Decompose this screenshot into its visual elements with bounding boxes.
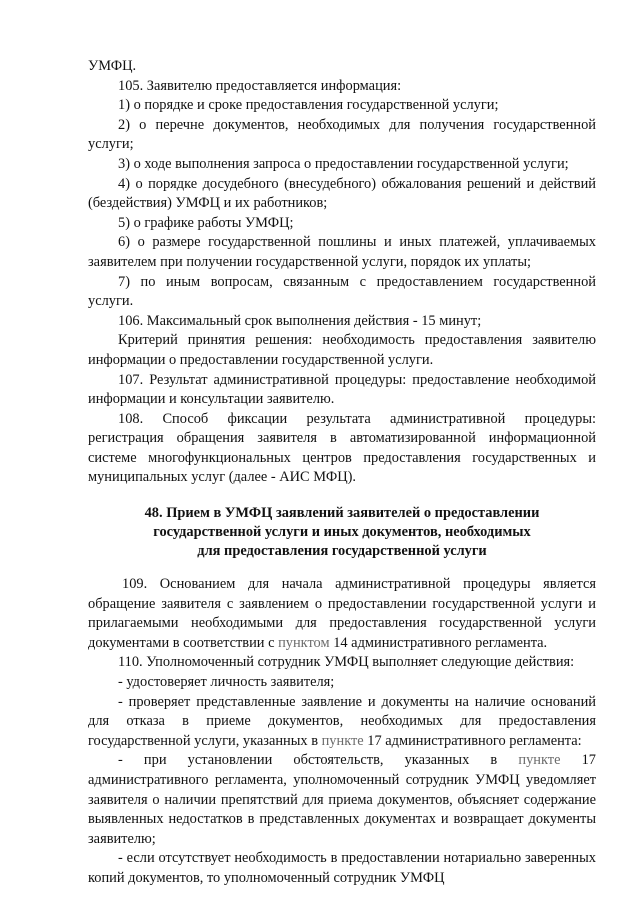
paragraph: 107. Результат административной процедуры: предоставление необходимой информации и консультации заявителю. <box>88 371 596 408</box>
list-item: 4) о порядке досудебного (внесудебного) обжалования решений и действий (бездействия) УМФЦ и их работников; <box>88 175 596 212</box>
list-item: - удостоверяет личность заявителя; <box>118 674 335 691</box>
list-item: 6) о размере государственной пошлины и иных платежей, уплачиваемых заявителем при получении государственной услуги, порядок их уплаты; <box>88 234 596 270</box>
list-item: - если отсутствует необходимость в предоставлении нотариально заверенных копий документов, то уполномоченный сотрудник УМФЦ <box>88 850 596 886</box>
list-item <box>88 693 596 752</box>
text-run: - проверяет представленные заявление и документы на наличие оснований для отказа в приеме документов, необходимых для предоставления государственной услуги, указанных в <box>88 693 596 749</box>
list-item: 1) о порядке и сроке предоставления государственной услуги; <box>118 97 499 114</box>
text-run: 109. Основанием для начала административной процедуры является обращение заявителя с заявлением о предоставлении государственной услуги и прилагаемыми необходимыми для предоставления государственной услуги документами в соответствии с <box>88 576 596 651</box>
text-run: - при установлении обстоятельств, указанных в <box>118 752 519 769</box>
document-page <box>88 57 596 889</box>
list-item: 7) по иным вопросам, связанным с предоставлением государственной услуги. <box>88 273 596 310</box>
heading-line: государственной услуги и иных документов, необходимых <box>153 524 531 541</box>
reference-link[interactable]: пункте <box>321 732 364 749</box>
list-item <box>88 751 596 849</box>
heading-line: для предоставления государственной услуги <box>197 543 487 560</box>
paragraph-109 <box>88 575 596 653</box>
text-run: 14 административного регламента. <box>329 634 548 651</box>
reference-link[interactable]: пунктом <box>278 634 330 651</box>
paragraph: Критерий принятия решения: необходимость предоставления заявителю информации о предоставлении государственной услуги. <box>88 332 596 368</box>
paragraph: 105. Заявителю предоставляется информация: <box>118 77 402 94</box>
list-item: 3) о ходе выполнения запроса о предоставлении государственной услуги; <box>118 155 569 172</box>
section-heading <box>88 504 596 561</box>
paragraph-110: 110. Уполномоченный сотрудник УМФЦ выполняет следующие действия: <box>118 654 575 671</box>
paragraph: УМФЦ. <box>88 58 137 74</box>
text-run: 17 административного регламента, уполномоченный сотрудник УМФЦ уведомляет заявителя о наличии препятствий для приема документов, объясняет содержание выявленных недостатков в представленных документах и возвращает документы заявителю; <box>88 752 596 847</box>
text-run: 17 административного регламента: <box>363 732 582 749</box>
list-item: 2) о перечне документов, необходимых для получения государственной услуги; <box>88 116 596 153</box>
heading-line: 48. Прием в УМФЦ заявлений заявителей о предоставлении <box>144 505 540 522</box>
reference-link[interactable]: пункте <box>518 752 561 769</box>
list-item: 5) о графике работы УМФЦ; <box>118 214 294 231</box>
paragraph: 108. Способ фиксации результата административной процедуры: регистрация обращения заявителя в автоматизированной информационной системе многофункциональных центров предоставления государственных и муниципальных услуг (далее - АИС МФЦ). <box>88 410 596 486</box>
paragraph: 106. Максимальный срок выполнения действия - 15 минут; <box>118 312 482 329</box>
